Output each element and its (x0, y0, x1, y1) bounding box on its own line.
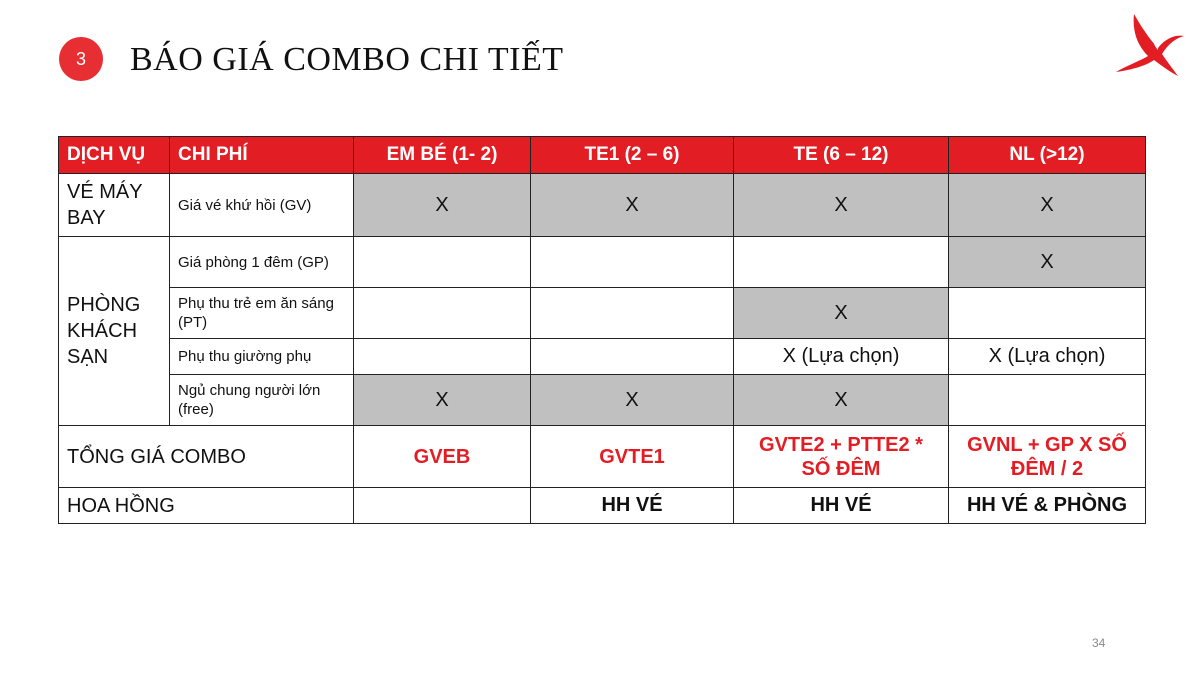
table-row-total (59, 426, 1146, 488)
cell-room-infant (354, 237, 531, 288)
combo-price-table (58, 136, 1146, 524)
cell-breakfast-te: X (734, 288, 949, 339)
cell-flight-infant: X (354, 174, 531, 237)
commission-infant (354, 488, 531, 524)
fee-shared-bed: Ngủ chung người lớn (free) (170, 375, 354, 426)
table-row-room-rate (59, 237, 1146, 288)
cell-flight-adult: X (949, 174, 1146, 237)
table-header-row (59, 137, 1146, 174)
fee-room-rate: Giá phòng 1 đêm (GP) (170, 237, 354, 288)
category-flight: VÉ MÁY BAY (59, 174, 170, 237)
cell-breakfast-adult (949, 288, 1146, 339)
commission-adult: HH VÉ & PHÒNG (949, 488, 1146, 524)
commission-te1: HH VÉ (531, 488, 734, 524)
total-adult: GVNL + GP X SỐ ĐÊM / 2 (949, 426, 1146, 488)
total-te: GVTE2 + PTTE2 * SỐ ĐÊM (734, 426, 949, 488)
cell-shared-te1: X (531, 375, 734, 426)
table-row-breakfast (59, 288, 1146, 339)
header-infant: EM BÉ (1- 2) (354, 137, 531, 174)
cell-room-adult: X (949, 237, 1146, 288)
cell-bed-adult: X (Lựa chọn) (949, 339, 1146, 375)
page-title: BÁO GIÁ COMBO CHI TIẾT (130, 41, 564, 78)
table-row-extra-bed (59, 339, 1146, 375)
total-label: TỔNG GIÁ COMBO (59, 426, 354, 488)
swallow-bird-logo (1112, 10, 1186, 80)
cell-breakfast-infant (354, 288, 531, 339)
cell-breakfast-te1 (531, 288, 734, 339)
total-infant: GVEB (354, 426, 531, 488)
table-row-flight (59, 174, 1146, 237)
page-number: 34 (1092, 636, 1106, 650)
total-te1: GVTE1 (531, 426, 734, 488)
section-number-badge (59, 37, 103, 81)
cell-shared-te: X (734, 375, 949, 426)
table-row-commission (59, 488, 1146, 524)
header-fee: CHI PHÍ (170, 137, 354, 174)
cell-shared-infant: X (354, 375, 531, 426)
cell-bed-te: X (Lựa chọn) (734, 339, 949, 375)
cell-bed-te1 (531, 339, 734, 375)
fee-extra-bed: Phụ thu giường phụ (170, 339, 354, 375)
cell-room-te (734, 237, 949, 288)
fee-return-ticket: Giá vé khứ hồi (GV) (170, 174, 354, 237)
commission-te: HH VÉ (734, 488, 949, 524)
header-te1: TE1 (2 – 6) (531, 137, 734, 174)
cell-bed-infant (354, 339, 531, 375)
category-hotel: PHÒNG KHÁCH SẠN (59, 237, 170, 426)
section-number: 3 (75, 48, 86, 69)
cell-flight-te1: X (531, 174, 734, 237)
fee-breakfast: Phụ thu trẻ em ăn sáng (PT) (170, 288, 354, 339)
header-te: TE (6 – 12) (734, 137, 949, 174)
header-service: DỊCH VỤ (59, 137, 170, 174)
header-adult: NL (>12) (949, 137, 1146, 174)
cell-room-te1 (531, 237, 734, 288)
cell-shared-adult (949, 375, 1146, 426)
cell-flight-te: X (734, 174, 949, 237)
table-row-shared-bed (59, 375, 1146, 426)
commission-label: HOA HỒNG (59, 488, 354, 524)
